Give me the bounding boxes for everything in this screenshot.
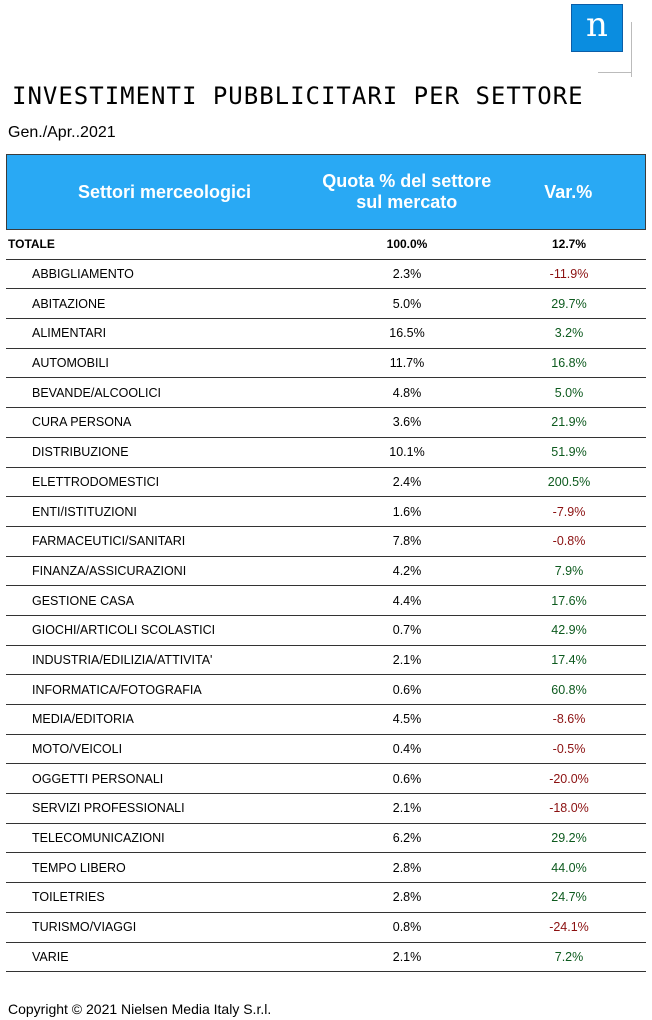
total-row [6, 230, 646, 260]
column-header-sector: Settori merceologici [77, 181, 252, 202]
table-row [6, 289, 646, 319]
table-row [6, 378, 646, 408]
var-cell: 17.6% [551, 593, 587, 608]
var-cell: 5.0% [554, 385, 584, 400]
share-cell: 0.6% [392, 771, 422, 786]
var-cell: 7.2% [554, 949, 584, 964]
total-share-cell: 100.0% [386, 237, 428, 252]
var-cell: 60.8% [551, 682, 587, 697]
sector-cell: BEVANDE/ALCOOLICI [32, 385, 161, 400]
table-body [6, 260, 646, 973]
period-label: Gen./Apr..2021 [8, 124, 116, 141]
var-cell: 21.9% [551, 415, 587, 430]
table-row [6, 853, 646, 883]
table-row [6, 764, 646, 794]
sector-cell: CURA PERSONA [32, 415, 132, 430]
table-row [6, 586, 646, 616]
sector-cell: ABITAZIONE [32, 296, 106, 311]
sector-cell: GESTIONE CASA [32, 593, 135, 608]
var-cell: 200.5% [547, 474, 591, 489]
share-cell: 7.8% [392, 534, 422, 549]
var-cell: 17.4% [551, 652, 587, 667]
var-cell: 16.8% [551, 356, 587, 371]
share-cell: 2.1% [392, 801, 422, 816]
table-row [6, 794, 646, 824]
share-cell: 3.6% [392, 415, 422, 430]
table-row [6, 735, 646, 765]
sector-cell: OGGETTI PERSONALI [32, 771, 164, 786]
sector-cell: ALIMENTARI [32, 326, 107, 341]
sector-cell: ELETTRODOMESTICI [32, 474, 160, 489]
share-cell: 0.6% [392, 682, 422, 697]
var-cell: 24.7% [551, 890, 587, 905]
var-cell: -11.9% [549, 267, 589, 282]
share-cell: 2.4% [392, 474, 422, 489]
sector-cell: TURISMO/VIAGGI [32, 920, 137, 935]
sector-cell: MOTO/VEICOLI [32, 742, 123, 757]
sector-cell: INFORMATICA/FOTOGRAFIA [32, 682, 202, 697]
var-cell: 3.2% [554, 326, 584, 341]
table-row [6, 408, 646, 438]
sector-cell: TOILETRIES [32, 890, 105, 905]
table-row [6, 675, 646, 705]
copyright-text: Copyright © 2021 Nielsen Media Italy S.r.l. [8, 1001, 272, 1017]
table-row [6, 943, 646, 973]
table-row [6, 883, 646, 913]
logo-divider-horizontal [598, 72, 632, 73]
var-cell: 29.7% [551, 296, 587, 311]
sector-cell: ENTI/ISTITUZIONI [32, 504, 137, 519]
sector-cell: INDUSTRIA/EDILIZIA/ATTIVITA' [32, 652, 213, 667]
nielsen-logo-icon: n [571, 4, 623, 52]
var-cell: -20.0% [549, 771, 589, 786]
share-cell: 2.3% [392, 267, 422, 282]
sector-cell: DISTRIBUZIONE [32, 445, 129, 460]
var-cell: 51.9% [551, 445, 587, 460]
share-cell: 2.8% [392, 890, 422, 905]
table-row [6, 646, 646, 676]
var-cell: 7.9% [554, 563, 584, 578]
var-cell: -0.8% [552, 534, 586, 549]
share-cell: 2.1% [392, 652, 422, 667]
share-cell: 2.8% [392, 860, 422, 875]
share-cell: 0.8% [392, 920, 422, 935]
sector-cell: AUTOMOBILI [32, 356, 109, 371]
var-cell: -8.6% [552, 712, 586, 727]
table-row [6, 497, 646, 527]
table-row [6, 824, 646, 854]
share-cell: 16.5% [389, 326, 425, 341]
var-cell: -7.9% [552, 504, 586, 519]
sector-cell: SERVIZI PROFESSIONALI [32, 801, 185, 816]
table-row [6, 260, 646, 290]
sector-cell: VARIE [32, 949, 69, 964]
table-row [6, 705, 646, 735]
share-cell: 0.4% [392, 742, 422, 757]
column-header-var: Var.% [544, 181, 593, 202]
share-cell: 4.8% [392, 385, 422, 400]
sector-cell: TELECOMUNICAZIONI [32, 831, 165, 846]
table-row [6, 616, 646, 646]
var-cell: -18.0% [549, 801, 589, 816]
var-cell: 44.0% [551, 860, 587, 875]
share-cell: 11.7% [389, 356, 425, 371]
var-cell: -24.1% [549, 920, 589, 935]
share-cell: 6.2% [392, 831, 422, 846]
sector-cell: FINANZA/ASSICURAZIONI [32, 563, 187, 578]
table-row [6, 438, 646, 468]
share-cell: 10.1% [389, 445, 425, 460]
table-row [6, 468, 646, 498]
total-sector-cell: TOTALE [8, 237, 55, 252]
sector-cell: MEDIA/EDITORIA [32, 712, 134, 727]
sector-table [6, 154, 646, 972]
share-cell: 4.4% [392, 593, 422, 608]
total-var-cell: 12.7% [551, 237, 587, 252]
logo-divider-vertical [631, 22, 632, 77]
share-cell: 1.6% [392, 504, 422, 519]
table-row [6, 913, 646, 943]
column-header-share: Quota % del settore sul mercato [322, 171, 492, 212]
table-row [6, 319, 646, 349]
page-title: INVESTIMENTI PUBBLICITARI PER SETTORE [12, 82, 584, 110]
var-cell: 29.2% [551, 831, 587, 846]
var-cell: -0.5% [552, 742, 586, 757]
table-row [6, 349, 646, 379]
table-header [6, 154, 646, 230]
share-cell: 4.2% [392, 563, 422, 578]
share-cell: 2.1% [392, 949, 422, 964]
sector-cell: TEMPO LIBERO [32, 860, 126, 875]
table-row [6, 527, 646, 557]
var-cell: 42.9% [551, 623, 587, 638]
share-cell: 0.7% [392, 623, 422, 638]
table-row [6, 557, 646, 587]
sector-cell: FARMACEUTICI/SANITARI [32, 534, 186, 549]
sector-cell: GIOCHI/ARTICOLI SCOLASTICI [32, 623, 216, 638]
share-cell: 5.0% [392, 296, 422, 311]
share-cell: 4.5% [392, 712, 422, 727]
sector-cell: ABBIGLIAMENTO [32, 267, 134, 282]
